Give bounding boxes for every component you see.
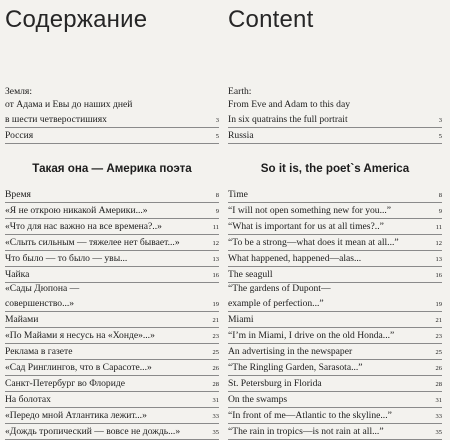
toc-heading: Content (228, 6, 314, 33)
entry-page: 25 (435, 349, 442, 356)
section-title: Такая она — Америка поэта (32, 162, 192, 175)
entry-title: In six quatrains the full portrait (228, 114, 348, 125)
entry-title: Miami (228, 314, 254, 325)
toc-entry-line[interactable] (5, 283, 219, 296)
entry-title: «Слыть сильным — тяжелее нет бывает...» (5, 237, 180, 248)
toc-entry[interactable] (228, 312, 442, 328)
entry-title: On the swamps (228, 394, 288, 405)
entry-page: 5 (438, 133, 442, 140)
toc-entry[interactable] (5, 408, 219, 424)
entry-page: 5 (215, 133, 219, 140)
toc-entry[interactable] (5, 392, 219, 408)
toc-entry[interactable] (228, 235, 442, 251)
entry-title: «Я не открою никакой Америки...» (5, 205, 148, 216)
entry-page: 19 (435, 301, 442, 308)
toc-entry[interactable] (5, 187, 219, 203)
entry-page: 19 (212, 301, 219, 308)
entry-title: Майами (5, 314, 39, 325)
entry-title: “The gardens of Dupont— (228, 283, 331, 294)
entry-page: 25 (212, 349, 219, 356)
entry-page: 21 (435, 317, 442, 324)
toc-entry[interactable] (5, 128, 219, 144)
entry-page: 13 (212, 256, 219, 263)
entry-page: 11 (212, 224, 219, 231)
entry-title: “The rain in tropics—is not rain at all...” (228, 426, 384, 437)
section-title: So it is, the poet`s America (260, 162, 410, 175)
entry-page: 12 (435, 240, 442, 247)
toc-entry[interactable] (5, 267, 219, 283)
entry-title: “To be a strong—what does it mean at all...” (228, 237, 399, 248)
entry-title: An advertising in the newspaper (228, 346, 353, 357)
toc-entry[interactable] (228, 112, 442, 128)
entry-page: 23 (435, 333, 442, 340)
toc-entry[interactable] (5, 312, 219, 328)
toc-entry[interactable] (5, 235, 219, 251)
toc-list (228, 187, 442, 440)
entry-title: Время (5, 189, 31, 200)
toc-entry[interactable] (228, 296, 442, 312)
entry-page: 16 (435, 272, 442, 279)
entry-title: Что было — то было — увы... (5, 253, 128, 264)
entry-page: 8 (438, 192, 442, 199)
entry-title: «Что для нас важно на все времена?..» (5, 221, 162, 232)
entry-page: 9 (438, 208, 442, 215)
entry-title: На болотах (5, 394, 51, 405)
toc-entry[interactable] (228, 203, 442, 219)
toc-entry[interactable] (228, 344, 442, 360)
toc-entry[interactable] (228, 408, 442, 424)
entry-title: What happened, happened—alas... (228, 253, 362, 264)
intro-text: From Eve and Adam to this day (228, 99, 351, 110)
entry-title: совершенство...» (5, 298, 75, 309)
toc-entry[interactable] (228, 187, 442, 203)
entry-page: 11 (435, 224, 442, 231)
entry-page: 23 (212, 333, 219, 340)
toc-entry[interactable] (5, 328, 219, 344)
entry-title: Russia (228, 130, 254, 141)
toc-entry-line[interactable] (228, 283, 442, 296)
entry-title: Time (228, 189, 248, 200)
entry-title: St. Petersburg in Florida (228, 378, 322, 389)
entry-title: “I’m in Miami, I drive on the old Honda...” (228, 330, 395, 341)
toc-heading: Содержание (5, 6, 148, 33)
toc-entry[interactable] (5, 251, 219, 267)
intro-line (228, 99, 442, 112)
entry-title: «Сады Дюпона — (5, 283, 80, 294)
entry-page: 12 (212, 240, 219, 247)
entry-page: 28 (212, 381, 219, 388)
entry-title: Россия (5, 130, 34, 141)
entry-title: “The Ringling Garden, Sarasota...” (228, 362, 363, 373)
entry-page: 21 (212, 317, 219, 324)
entry-page: 33 (212, 413, 219, 420)
entry-page: 8 (215, 192, 219, 199)
toc-entry[interactable] (5, 219, 219, 235)
toc-entry[interactable] (5, 344, 219, 360)
toc-entry[interactable] (5, 112, 219, 128)
entry-page: 31 (212, 397, 219, 404)
entry-page: 16 (212, 272, 219, 279)
intro-block (5, 86, 219, 144)
entry-title: Реклама в газете (5, 346, 73, 357)
intro-text: Земля: (5, 86, 33, 97)
toc-entry[interactable] (5, 203, 219, 219)
toc-list (5, 187, 219, 440)
toc-entry[interactable] (5, 296, 219, 312)
entry-title: Чайка (5, 269, 30, 280)
toc-entry[interactable] (5, 360, 219, 376)
entry-title: «Сад Ринглингов, что в Сарасоте...» (5, 362, 152, 373)
toc-entry[interactable] (5, 376, 219, 392)
entry-title: “I will not open something new for you...” (228, 205, 392, 216)
entry-title: в шести четверостишиях (5, 114, 107, 125)
toc-entry[interactable] (228, 219, 442, 235)
entry-title: example of perfection...” (228, 298, 324, 309)
entry-page: 35 (212, 429, 219, 436)
entry-title: The seagull (228, 269, 273, 280)
intro-text: Earth: (228, 86, 252, 97)
toc-entry[interactable] (5, 424, 219, 440)
toc-entry[interactable] (228, 128, 442, 144)
entry-page: 26 (212, 365, 219, 372)
entry-page: 3 (438, 117, 442, 124)
entry-title: «Передо мной Атлантика лежит...» (5, 410, 147, 421)
toc-entry[interactable] (228, 328, 442, 344)
entry-title: “In front of me—Atlantic to the skyline...” (228, 410, 392, 421)
entry-page: 31 (435, 397, 442, 404)
entry-page: 3 (215, 117, 219, 124)
toc-entry[interactable] (228, 267, 442, 283)
entry-page: 26 (435, 365, 442, 372)
toc-entry[interactable] (228, 424, 442, 440)
intro-line (5, 99, 219, 112)
toc-entry[interactable] (228, 376, 442, 392)
entry-page: 35 (435, 429, 442, 436)
toc-entry[interactable] (228, 360, 442, 376)
entry-title: «По Майами я несусь на «Хонде»...» (5, 330, 155, 341)
entry-page: 9 (215, 208, 219, 215)
entry-title: Санкт-Петербург во Флориде (5, 378, 126, 389)
toc-entry[interactable] (228, 251, 442, 267)
entry-title: «Дождь тропический — вовсе не дождь...» (5, 426, 181, 437)
intro-block (228, 86, 442, 144)
entry-page: 13 (435, 256, 442, 263)
toc-entry[interactable] (228, 392, 442, 408)
entry-page: 33 (435, 413, 442, 420)
entry-page: 28 (435, 381, 442, 388)
entry-title: “What is important for us at all times?..” (228, 221, 384, 232)
intro-text: от Адама и Евы до наших дней (5, 99, 133, 110)
